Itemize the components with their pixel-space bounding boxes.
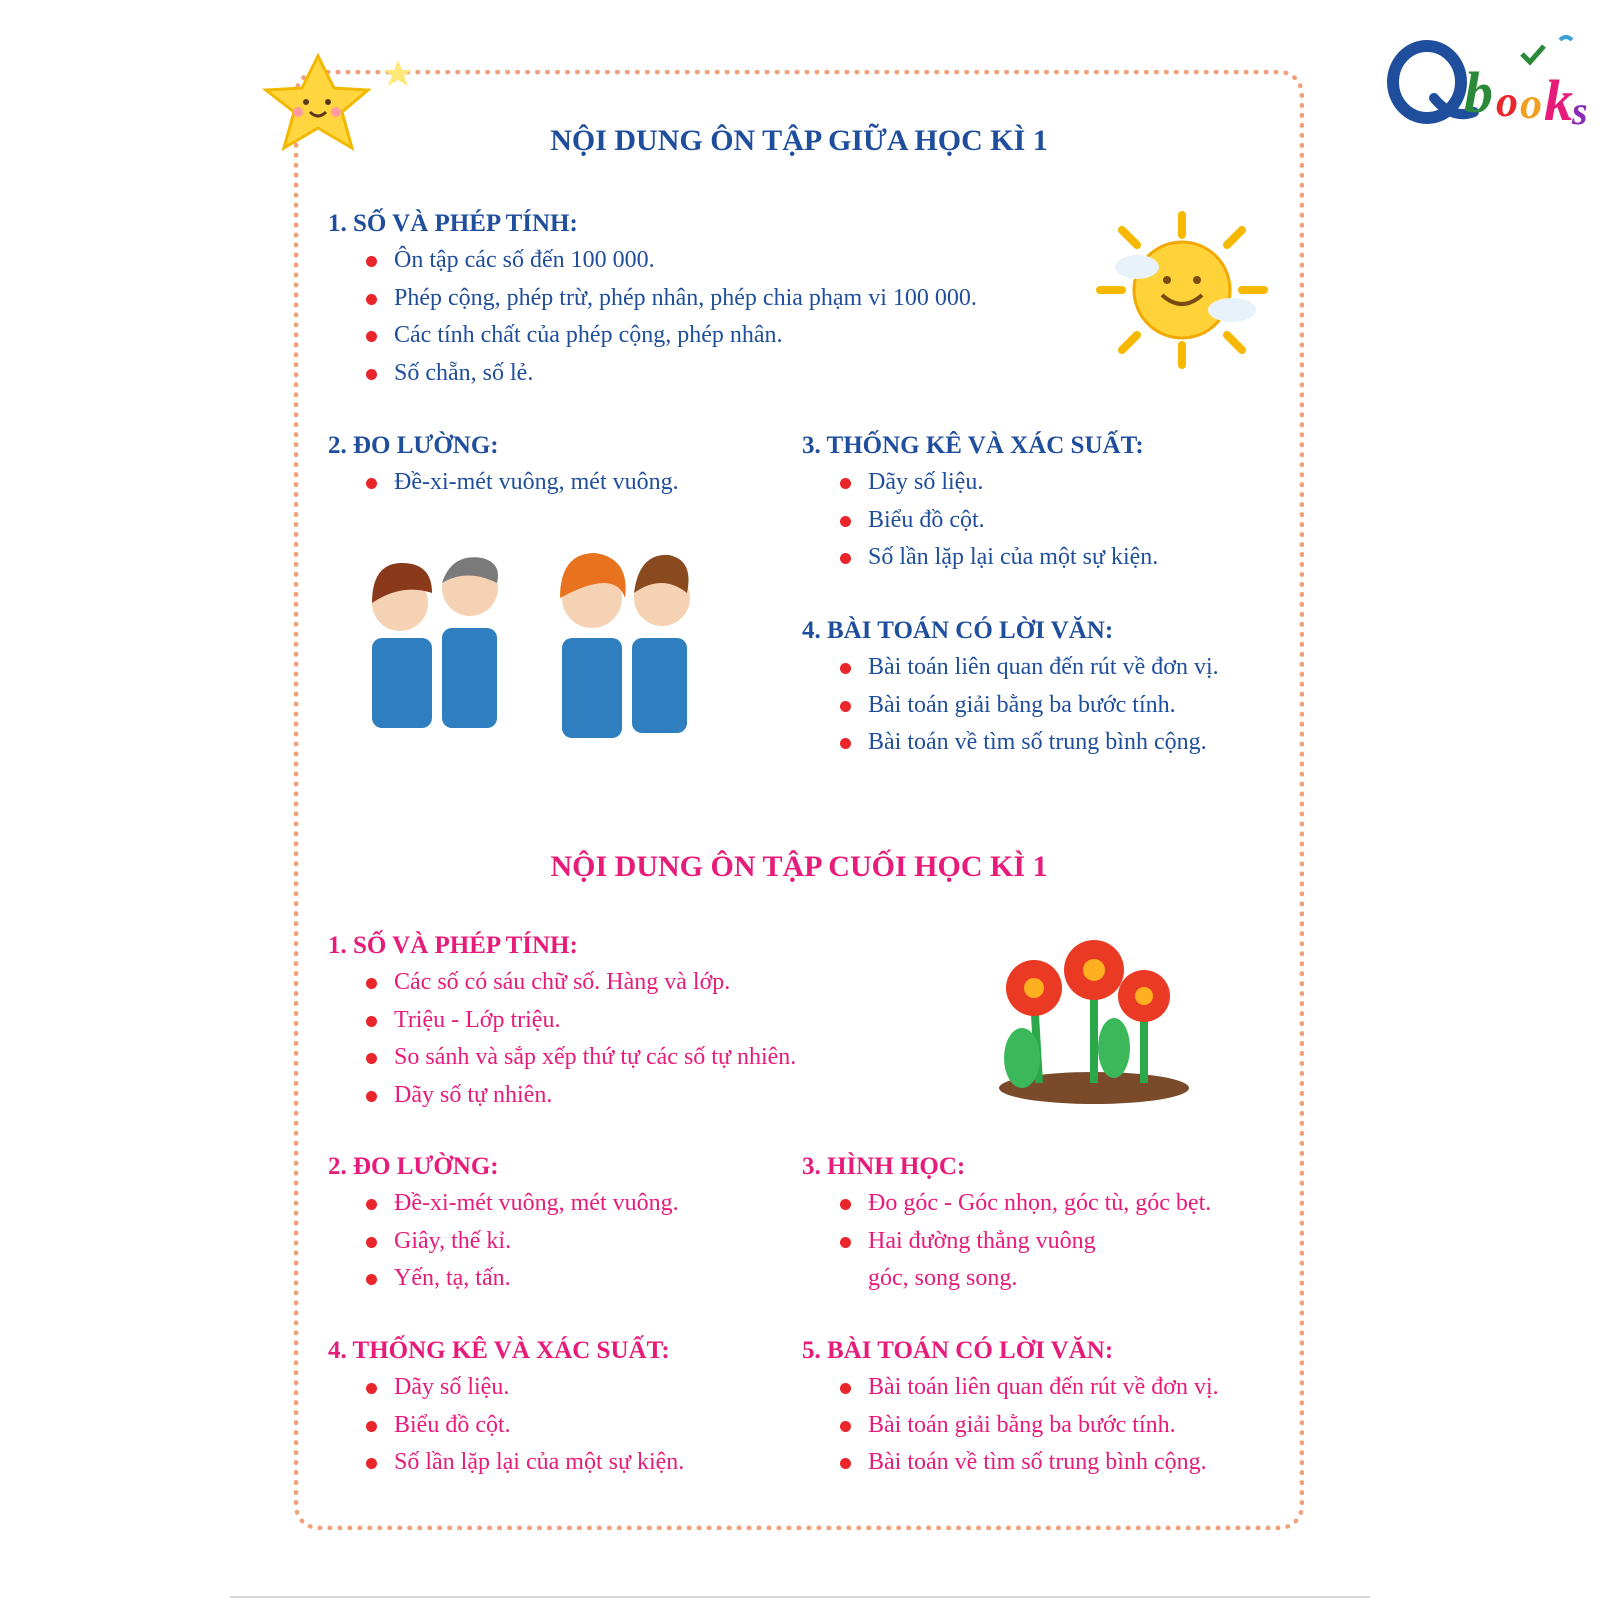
svg-text:s: s: [1572, 88, 1588, 133]
list-item: Các số có sáu chữ số. Hàng và lớp.: [366, 964, 796, 1002]
section-heading: 3. THỐNG KÊ VÀ XÁC SUẤT:: [802, 432, 1144, 459]
list-item: Bài toán liên quan đến rút về đơn vị.: [840, 1369, 1219, 1407]
list-item: Bài toán giải bằng ba bước tính.: [840, 1407, 1219, 1445]
section-heading: 1. SỐ VÀ PHÉP TÍNH:: [328, 932, 578, 959]
list-item: Các tính chất của phép cộng, phép nhân.: [366, 317, 977, 355]
svg-text:o: o: [1520, 79, 1542, 128]
final-section-1: [328, 932, 796, 1114]
midterm-section-2: [328, 432, 679, 502]
list-item: Bài toán liên quan đến rút về đơn vị.: [840, 649, 1219, 687]
list-item: Phép cộng, phép trừ, phép nhân, phép chia phạm vi 100 000.: [366, 280, 977, 318]
list-item: So sánh và sắp xếp thứ tự các số tự nhiên.: [366, 1039, 796, 1077]
final-section-2: [328, 1153, 679, 1298]
list-item: Số lần lặp lại của một sự kiện.: [840, 539, 1158, 577]
list-item: Số chẵn, số lẻ.: [366, 355, 977, 393]
section-heading: 4. THỐNG KÊ VÀ XÁC SUẤT:: [328, 1337, 670, 1364]
list-item: Dãy số liệu.: [840, 464, 1158, 502]
list-item: Dãy số liệu.: [366, 1369, 684, 1407]
midterm-section-4: [802, 617, 1219, 762]
list-item: Bài toán về tìm số trung bình cộng.: [840, 1444, 1219, 1482]
list-item: Bài toán về tìm số trung bình cộng.: [840, 724, 1219, 762]
list-item: Yến, tạ, tấn.: [366, 1260, 679, 1298]
list-item: Dãy số tự nhiên.: [366, 1077, 796, 1115]
flowers-illustration: [994, 938, 1194, 1108]
list-item: Số lần lặp lại của một sự kiện.: [366, 1444, 684, 1482]
list-item: Đề-xi-mét vuông, mét vuông.: [366, 1185, 679, 1223]
section-heading: 1. SỐ VÀ PHÉP TÍNH:: [328, 210, 578, 237]
list-item: Giây, thế kỉ.: [366, 1223, 679, 1261]
section-heading: 5. BÀI TOÁN CÓ LỜI VĂN:: [802, 1337, 1114, 1364]
list-item: Bài toán giải bằng ba bước tính.: [840, 687, 1219, 725]
list-item: Biểu đồ cột.: [366, 1407, 684, 1445]
svg-text:b: b: [1464, 60, 1493, 125]
final-section-5: [802, 1337, 1219, 1482]
midterm-section-1: [328, 210, 977, 392]
section-heading: 3. HÌNH HỌC:: [802, 1153, 966, 1180]
final-title: NỘI DUNG ÔN TẬP CUỐI HỌC KÌ 1: [550, 850, 1048, 883]
final-section-3: [802, 1153, 1222, 1298]
list-item: Hai đường thẳng vuông góc, song song.: [840, 1223, 1168, 1298]
section-heading: 2. ĐO LƯỜNG:: [328, 432, 499, 459]
midterm-section-3: [802, 432, 1158, 577]
list-item: Triệu - Lớp triệu.: [366, 1002, 796, 1040]
list-item: Đề-xi-mét vuông, mét vuông.: [366, 464, 679, 502]
svg-text:o: o: [1496, 77, 1518, 126]
midterm-title: NỘI DUNG ÔN TẬP GIỮA HỌC KÌ 1: [550, 124, 1048, 157]
section-heading: 2. ĐO LƯỜNG:: [328, 1153, 499, 1180]
svg-text:k: k: [1544, 68, 1573, 133]
qbooks-logo: [1382, 20, 1592, 140]
list-item: Biểu đồ cột.: [840, 502, 1158, 540]
sun-icon: [1092, 205, 1272, 375]
bottom-divider: [230, 1596, 1370, 1598]
final-section-4: [328, 1337, 684, 1482]
section-heading: 4. BÀI TOÁN CÓ LỜI VĂN:: [802, 617, 1114, 644]
list-item: Đo góc - Góc nhọn, góc tù, góc bẹt.: [840, 1185, 1222, 1223]
list-item: Ôn tập các số đến 100 000.: [366, 242, 977, 280]
children-illustration: [362, 548, 722, 753]
